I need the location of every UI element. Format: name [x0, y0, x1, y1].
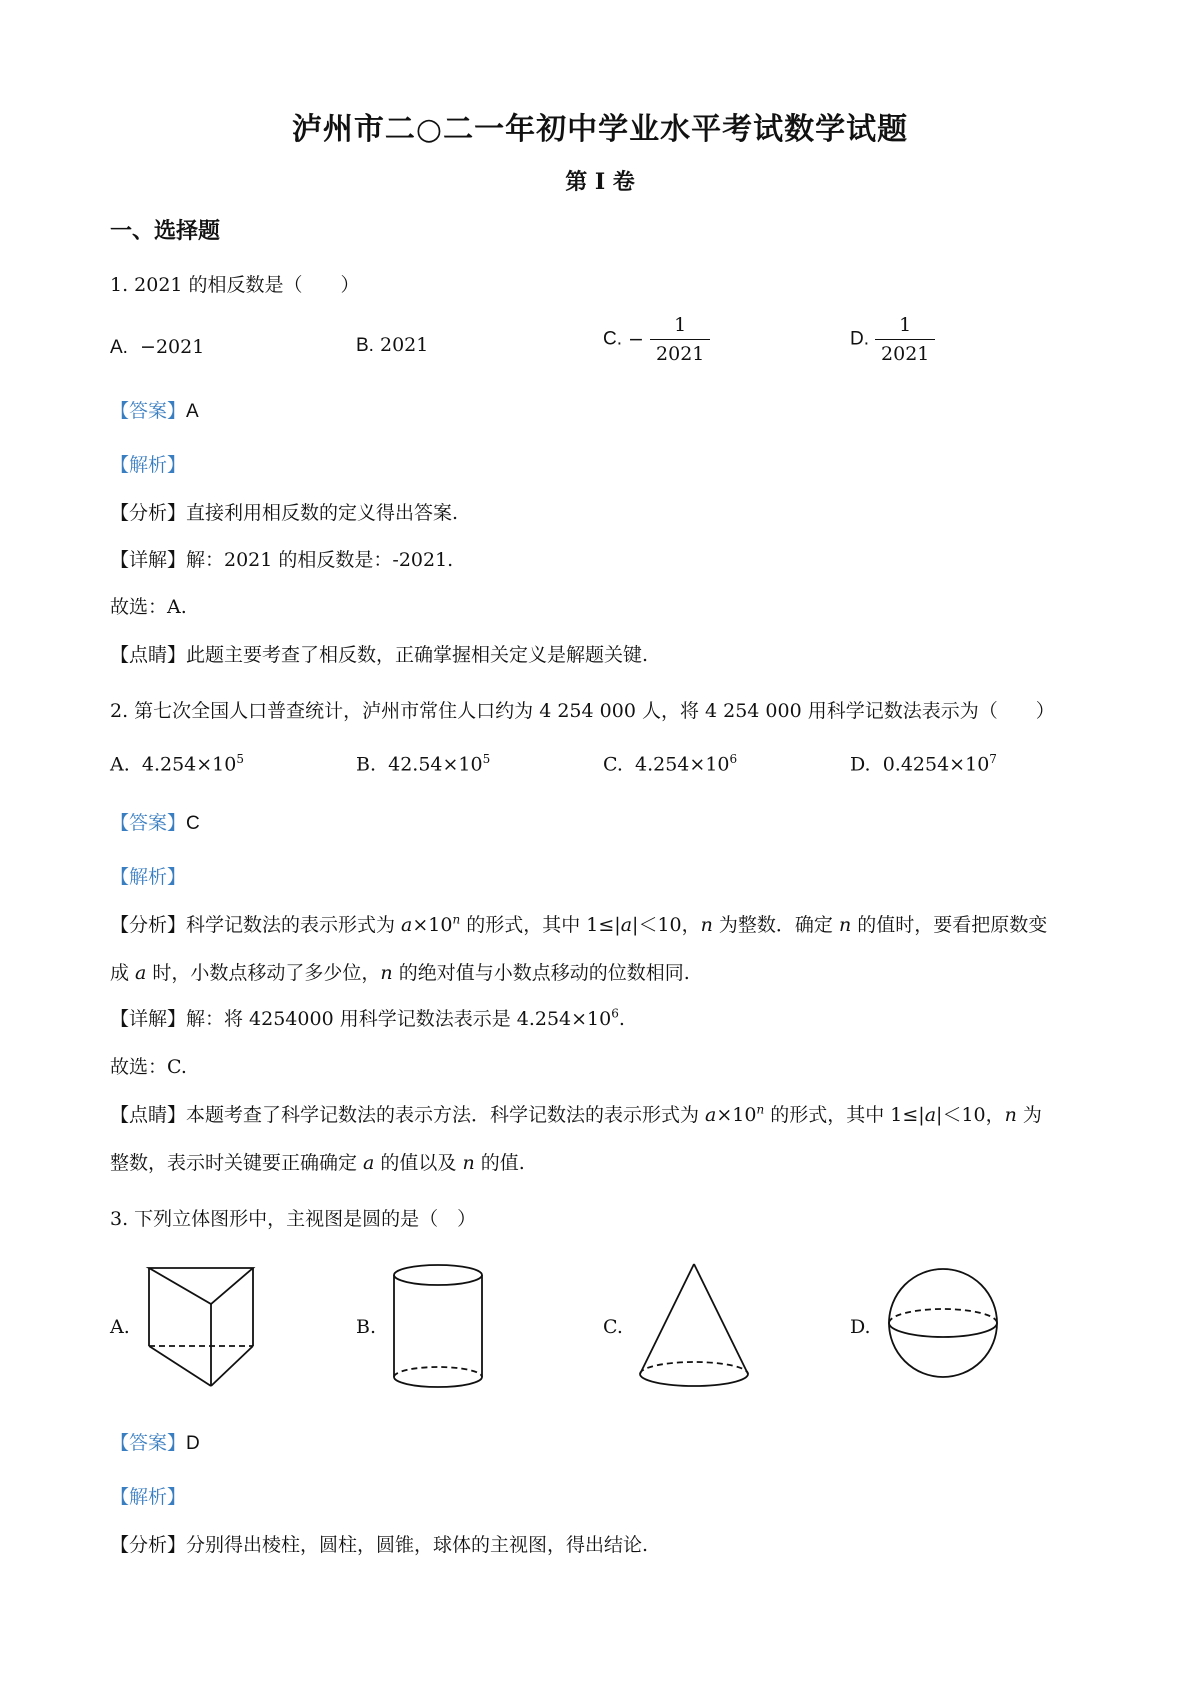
q2-option-d [850, 752, 997, 775]
q2-fenxi-text: |＜10， [632, 914, 701, 936]
triangular-prism-figure [145, 1262, 265, 1392]
q2-dianjing-text: 的值以及 [374, 1152, 463, 1174]
q2-answer-tag: 【答案】 [110, 812, 187, 834]
q1-stem: 1. 2021 的相反数是（ ） [110, 274, 360, 296]
q2-fenxi-var-n: n [700, 914, 713, 936]
q1-option-a-label: A. [110, 337, 128, 358]
q1-option-d-numerator: 1 [899, 314, 912, 336]
q1-option-c-denominator: 2021 [650, 339, 710, 365]
q2-fenxi-line1 [110, 910, 1047, 937]
q3-answer-value: D [186, 1433, 200, 1454]
q1-option-a [110, 336, 204, 359]
sphere-figure [886, 1266, 1006, 1386]
q1-dianjing: 【点睛】此题主要考查了相反数，正确掌握相关定义是解题关键. [110, 644, 649, 666]
q2-dianjing-text: 的值. [474, 1152, 525, 1174]
q1-option-c-sign: − [628, 328, 644, 351]
cone-figure [636, 1260, 756, 1395]
q1-answer-tag: 【答案】 [110, 400, 187, 422]
q3-stem: 3. 下列立体图形中，主视图是圆的是（ ） [110, 1208, 477, 1230]
q3-option-c-label: C. [603, 1316, 623, 1338]
q1-option-b-text: 2021 [380, 334, 429, 356]
q2-fenxi-text: 【分析】科学记数法的表示形式为 [110, 914, 402, 936]
q2-fenxi-text: 的值时，要看把原数变 [851, 914, 1048, 936]
q3-analysis-tag: 【解析】 [110, 1486, 187, 1508]
q2-analysis-tag: 【解析】 [110, 866, 187, 888]
q2-dianjing-line2 [110, 1148, 525, 1175]
q1-option-d-denominator: 2021 [875, 339, 935, 365]
q1-option-d-label: D. [850, 328, 869, 350]
q1-answer [110, 396, 199, 423]
q2-fenxi-var-a: a [135, 962, 147, 984]
q2-dianjing-var-a: a [924, 1104, 937, 1126]
q3-answer-tag: 【答案】 [110, 1432, 187, 1454]
q2-dianjing-var-a: a [363, 1152, 375, 1174]
q2-dianjing-var-a: a [705, 1104, 717, 1126]
q2-fenxi-text: 时，小数点移动了多少位， [146, 962, 381, 984]
q2-fenxi-var-n: n [838, 914, 852, 936]
q2-fenxi-var-a: a [401, 914, 413, 936]
q2-dianjing-var-n: n [1004, 1104, 1017, 1126]
q2-fenxi-var-n: n [452, 912, 461, 927]
q1-option-c-fraction [650, 314, 710, 365]
q2-fenxi-line2 [110, 958, 690, 985]
q1-guxuan: 故选：A. [110, 596, 187, 618]
section-heading: 一、选择题 [110, 218, 221, 244]
q2-fenxi-var-a: a [620, 914, 633, 936]
q3-fenxi: 【分析】分别得出棱柱，圆柱，圆锥，球体的主视图，得出结论. [110, 1534, 649, 1556]
q2-option-a-label: A. [110, 753, 130, 776]
q2-option-c-label: C. [603, 753, 623, 776]
q2-fenxi-var-n: n [380, 962, 393, 984]
q2-option-b-base: 42.54×10 [388, 753, 483, 776]
q2-option-a-exp: 5 [236, 752, 244, 766]
q1-option-b [356, 334, 428, 357]
page-subtitle: 第 I 卷 [565, 169, 635, 195]
q2-xiangjie-text: . [618, 1008, 625, 1030]
q2-option-c-base: 4.254×10 [635, 753, 730, 776]
q2-option-d-exp: 7 [989, 752, 997, 766]
q2-fenxi-text: ×10 [412, 914, 453, 936]
q2-answer-value: C [186, 813, 200, 834]
q2-xiangjie-text: 【详解】解：将 4254000 用科学记数法表示是 4.254×10 [110, 1008, 612, 1030]
q2-dianjing-var-n: n [756, 1102, 765, 1117]
q2-fenxi-text: 成 [110, 962, 136, 984]
q2-option-c [603, 752, 737, 775]
q3-answer [110, 1428, 200, 1455]
q1-option-b-label: B. [356, 335, 374, 356]
q2-option-a-base: 4.254×10 [141, 753, 237, 776]
q2-dianjing-text: ×10 [716, 1104, 757, 1126]
q1-option-a-text: −2021 [140, 336, 205, 358]
q2-dianjing-var-n: n [462, 1152, 475, 1174]
q1-option-d-fraction [875, 314, 935, 365]
q2-answer [110, 808, 200, 835]
q2-dianjing-text: 【点睛】本题考查了科学记数法的表示方法．科学记数法的表示形式为 [110, 1104, 706, 1126]
q2-fenxi-text: 为整数．确定 [712, 914, 839, 936]
q1-xiangjie: 【详解】解：2021 的相反数是：-2021. [110, 549, 454, 571]
q2-option-d-label: D. [850, 753, 871, 776]
q2-dianjing-text: 的形式，其中 1≤| [764, 1104, 925, 1126]
q2-xiangjie [110, 1004, 625, 1031]
q2-guxuan: 故选：C. [110, 1056, 187, 1078]
q2-option-b-exp: 5 [482, 752, 491, 766]
q2-option-c-exp: 6 [729, 752, 738, 766]
q2-dianjing-line1 [110, 1100, 1042, 1127]
q1-option-c-numerator: 1 [674, 314, 687, 336]
q2-stem: 2. 第七次全国人口普查统计，泸州市常住人口约为 4 254 000 人，将 4 254 000 用科学记数法表示为（ ） [110, 700, 1055, 722]
q1-option-d [850, 314, 935, 365]
q2-dianjing-text: 为 [1016, 1104, 1042, 1126]
q2-fenxi-text: 的形式，其中 1≤| [460, 914, 621, 936]
q1-option-c-label: C. [603, 328, 622, 350]
q2-option-a [110, 752, 244, 775]
q3-option-b-label: B. [356, 1316, 377, 1338]
q1-answer-value: A [186, 401, 199, 422]
q3-option-d-label: D. [850, 1316, 871, 1338]
q1-option-c [603, 314, 710, 365]
page-title: 泸州市二○二一年初中学业水平考试数学试题 [291, 112, 909, 147]
q1-analysis-tag: 【解析】 [110, 454, 187, 476]
q2-fenxi-text: 的绝对值与小数点移动的位数相同. [392, 962, 690, 984]
q2-dianjing-text: 整数，表示时关键要正确确定 [110, 1152, 364, 1174]
q2-option-d-base: 0.4254×10 [882, 753, 990, 776]
cylinder-figure [390, 1262, 490, 1397]
q3-option-a-label: A. [110, 1316, 130, 1338]
q2-xiangjie-exp: 6 [611, 1006, 619, 1021]
q2-option-b [356, 752, 490, 775]
q2-option-b-label: B. [356, 753, 377, 776]
q1-fenxi: 【分析】直接利用相反数的定义得出答案. [110, 502, 459, 524]
q2-dianjing-text: |＜10， [936, 1104, 1005, 1126]
